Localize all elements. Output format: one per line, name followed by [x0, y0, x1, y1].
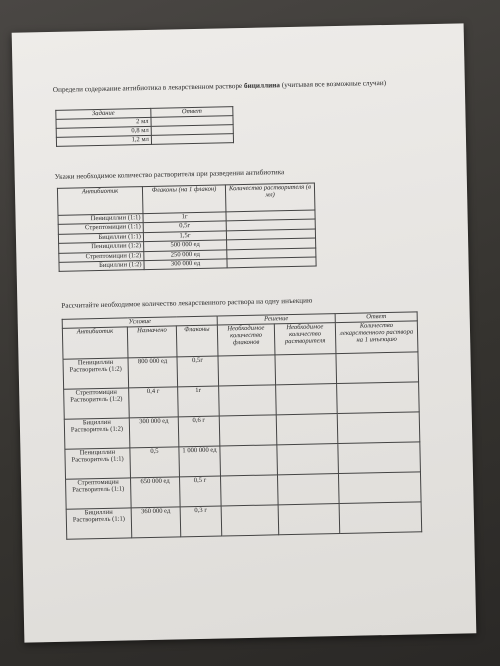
- prescribed-cell: 650 000 ед: [131, 477, 181, 508]
- vial-cell: 250 000 ед: [144, 249, 227, 260]
- solution-answer-cell[interactable]: [339, 502, 422, 534]
- solution-answer-cell[interactable]: [338, 442, 421, 474]
- needed-vials-cell[interactable]: [219, 415, 277, 446]
- header-vials: Флаконы (на 1 флакон): [142, 185, 226, 214]
- vial-cell: 0,6 г: [178, 416, 220, 447]
- needed-vials-cell[interactable]: [219, 385, 277, 416]
- vial-cell: 0,5 г: [179, 476, 221, 507]
- question-3-table: [62, 311, 423, 539]
- needed-vials-cell[interactable]: [218, 355, 276, 386]
- solution-answer-cell[interactable]: [336, 352, 419, 384]
- header-prescribed: Назначено: [127, 326, 177, 358]
- header-solvent: Количество растворителя (в мл): [225, 183, 315, 212]
- header-answer: Ответ: [151, 107, 233, 118]
- vial-cell: 1 000 000 ед: [179, 446, 221, 477]
- header-antibiotic: Антибиотик: [62, 327, 128, 359]
- vial-cell: 0,3 г: [180, 506, 222, 537]
- question-1-table: [55, 106, 234, 147]
- prescribed-cell: 360 000 ед: [131, 507, 181, 538]
- question-3-text: Рассчитайте необходимое количество лекарственного раствора на одну инъекцию: [61, 296, 313, 310]
- needed-solvent-cell[interactable]: [276, 414, 338, 445]
- worksheet-paper: [12, 23, 477, 642]
- needed-solvent-cell[interactable]: [278, 504, 340, 535]
- prescribed-cell: 0,5: [130, 447, 180, 478]
- question-1-bold-word: бициллина: [243, 81, 281, 90]
- solution-answer-cell[interactable]: [337, 382, 420, 414]
- needed-vials-cell[interactable]: [221, 505, 279, 536]
- header-needed-solvent: Необходимое количество растворителя: [274, 323, 336, 355]
- needed-solvent-cell[interactable]: [277, 444, 339, 475]
- vial-cell: 1,5г: [143, 231, 226, 242]
- needed-solvent-cell[interactable]: [275, 354, 337, 385]
- answer-cell[interactable]: [151, 134, 233, 145]
- antibiotic-cell: Пенициллин (1:1): [58, 214, 143, 225]
- solvent-answer-cell[interactable]: [227, 257, 316, 268]
- vial-cell: 0,5г: [143, 221, 226, 232]
- prescribed-cell: 800 000 ед: [128, 357, 178, 388]
- task-cell: 1,2 мл: [56, 135, 151, 146]
- prescribed-cell: 300 000 ед: [129, 417, 179, 448]
- vial-cell: 0,5г: [177, 356, 219, 387]
- solution-answer-cell[interactable]: [338, 472, 421, 504]
- vial-cell: 1г: [143, 212, 226, 223]
- header-antibiotic: Антибиотик: [57, 187, 143, 216]
- needed-vials-cell[interactable]: [220, 475, 278, 506]
- antibiotic-cell: Стрептомицин Растворитель (1:2): [64, 388, 130, 419]
- needed-solvent-cell[interactable]: [276, 384, 338, 415]
- header-vials: Флаконы: [176, 325, 218, 357]
- prescribed-cell: 0,4 г: [129, 387, 179, 418]
- vial-cell: 1г: [178, 386, 220, 417]
- question-1-text-end: (учитывая все возможные случаи): [279, 78, 387, 90]
- needed-solvent-cell[interactable]: [277, 474, 339, 505]
- question-2-table: [57, 182, 317, 272]
- question-1-text-part: Определи содержание антибиотика в лекарственном растворе: [52, 81, 245, 94]
- solution-answer-cell[interactable]: [337, 412, 420, 444]
- task-cell: 0,8 мл: [56, 126, 151, 137]
- question-1-text: [53, 79, 393, 95]
- header-needed-vials: Необходимое количество флаконов: [217, 324, 275, 356]
- antibiotic-cell: Пенициллин Растворитель (1:2): [63, 358, 129, 389]
- group-header-answer: Ответ: [335, 312, 417, 323]
- antibiotic-cell: Пенициллин Растворитель (1:1): [65, 448, 131, 479]
- antibiotic-cell: Стрептомицин (1:1): [58, 223, 143, 234]
- antibiotic-cell: Бициллин (1:1): [58, 232, 143, 243]
- task-cell: 2 мл: [56, 117, 151, 128]
- vial-cell: 300 000 ед: [144, 259, 227, 270]
- antibiotic-cell: Бициллин Растворитель (1:1): [66, 508, 132, 539]
- antibiotic-cell: Пенициллин (1:2): [59, 242, 144, 253]
- antibiotic-cell: Бициллин Растворитель (1:2): [64, 418, 130, 449]
- antibiotic-cell: Стрептомицин Растворитель (1:1): [66, 478, 132, 509]
- group-header-condition: Условие: [62, 316, 217, 328]
- header-task: Задание: [56, 108, 151, 119]
- antibiotic-cell: Бициллин (1:2): [59, 261, 144, 272]
- antibiotic-cell: Стрептомицин (1:2): [59, 251, 144, 262]
- header-solution-per-injection: Количество лекарственного раствора на 1 инъекцию: [335, 321, 418, 354]
- vial-cell: 500 000 ед: [144, 240, 227, 251]
- needed-vials-cell[interactable]: [220, 445, 278, 476]
- group-header-solution: Решение: [217, 314, 335, 325]
- question-2-text: Укажи необходимое количество растворителя при разведении антибиотика: [54, 168, 285, 181]
